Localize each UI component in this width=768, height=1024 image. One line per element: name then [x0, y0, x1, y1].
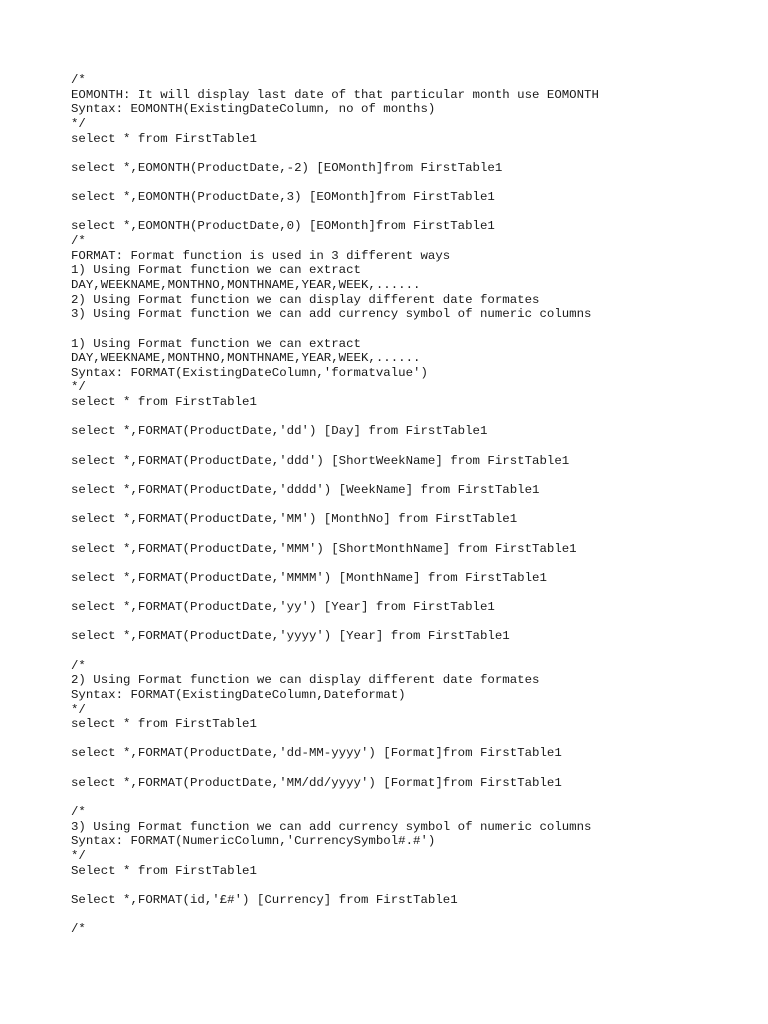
code-line: 2) Using Format function we can display different date formates	[71, 292, 540, 307]
code-line: select *,EOMONTH(ProductDate,-2) [EOMonth]from FirstTable1	[71, 160, 503, 175]
code-line: select *,EOMONTH(ProductDate,3) [EOMonth]from FirstTable1	[71, 190, 495, 205]
code-line: /*	[71, 805, 86, 820]
code-line	[71, 410, 758, 425]
code-line: /*	[71, 234, 86, 249]
code-line	[71, 585, 758, 600]
code-line	[71, 790, 758, 805]
code-line: */	[71, 116, 86, 131]
code-line: select *,EOMONTH(ProductDate,0) [EOMonth]from FirstTable1	[71, 219, 495, 234]
code-line: select *,FORMAT(ProductDate,'MMM') [ShortMonthName] from FirstTable1	[71, 541, 577, 556]
code-line: EOMONTH: It will display last date of that particular month use EOMONTH	[71, 87, 599, 102]
code-line: DAY,WEEKNAME,MONTHNO,MONTHNAME,YEAR,WEEK,......	[71, 351, 421, 366]
code-line: */	[71, 702, 86, 717]
code-line: 3) Using Format function we can add currency symbol of numeric columns	[71, 819, 592, 834]
code-line	[71, 644, 758, 659]
code-line: /*	[71, 658, 86, 673]
code-line: select *,FORMAT(ProductDate,'dddd') [WeekName] from FirstTable1	[71, 482, 540, 497]
code-line	[71, 878, 758, 893]
code-line	[71, 615, 758, 630]
code-line: /*	[71, 922, 86, 937]
code-line	[71, 732, 758, 747]
code-line	[71, 498, 758, 513]
code-line: Syntax: FORMAT(NumericColumn,'CurrencySymbol#.#')	[71, 834, 436, 849]
code-line: */	[71, 380, 86, 395]
code-line: select *,FORMAT(ProductDate,'dd-MM-yyyy') [Format]from FirstTable1	[71, 746, 562, 761]
code-line: */	[71, 848, 86, 863]
code-line: select *,FORMAT(ProductDate,'dd') [Day] from FirstTable1	[71, 424, 488, 439]
code-line	[71, 146, 758, 161]
code-line: select *,FORMAT(ProductDate,'MMMM') [MonthName] from FirstTable1	[71, 570, 547, 585]
code-line	[71, 761, 758, 776]
code-line	[71, 527, 758, 542]
code-line: FORMAT: Format function is used in 3 different ways	[71, 248, 451, 263]
code-line	[71, 175, 758, 190]
code-line: select *,FORMAT(ProductDate,'MM/dd/yyyy') [Format]from FirstTable1	[71, 775, 562, 790]
code-line: select * from FirstTable1	[71, 717, 257, 732]
code-line: select *,FORMAT(ProductDate,'yyyy') [Year] from FirstTable1	[71, 629, 510, 644]
code-line: 1) Using Format function we can extract	[71, 336, 361, 351]
code-line: 1) Using Format function we can extract	[71, 263, 361, 278]
code-line: DAY,WEEKNAME,MONTHNO,MONTHNAME,YEAR,WEEK,......	[71, 277, 421, 292]
code-line: select *,FORMAT(ProductDate,'MM') [MonthNo] from FirstTable1	[71, 512, 518, 527]
code-line: Syntax: FORMAT(ExistingDateColumn,'formatvalue')	[71, 365, 428, 380]
code-line: 3) Using Format function we can add currency symbol of numeric columns	[71, 307, 592, 322]
code-line: /*	[71, 73, 86, 87]
code-line	[71, 322, 758, 337]
document-page	[71, 73, 758, 937]
code-line	[71, 556, 758, 571]
code-line	[71, 439, 758, 454]
code-line: Syntax: EOMONTH(ExistingDateColumn, no of months)	[71, 102, 436, 117]
code-line	[71, 908, 758, 923]
code-line: select *,FORMAT(ProductDate,'ddd') [ShortWeekName] from FirstTable1	[71, 453, 570, 468]
code-line: 2) Using Format function we can display different date formates	[71, 673, 540, 688]
code-line: Syntax: FORMAT(ExistingDateColumn,Dateformat)	[71, 687, 406, 702]
code-line: Select *,FORMAT(id,'£#') [Currency] from FirstTable1	[71, 892, 458, 907]
code-line	[71, 205, 758, 220]
code-line	[71, 468, 758, 483]
code-line: select * from FirstTable1	[71, 395, 257, 410]
code-line: Select * from FirstTable1	[71, 863, 257, 878]
code-line: select *,FORMAT(ProductDate,'yy') [Year] from FirstTable1	[71, 600, 495, 615]
code-line: select * from FirstTable1	[71, 131, 257, 146]
